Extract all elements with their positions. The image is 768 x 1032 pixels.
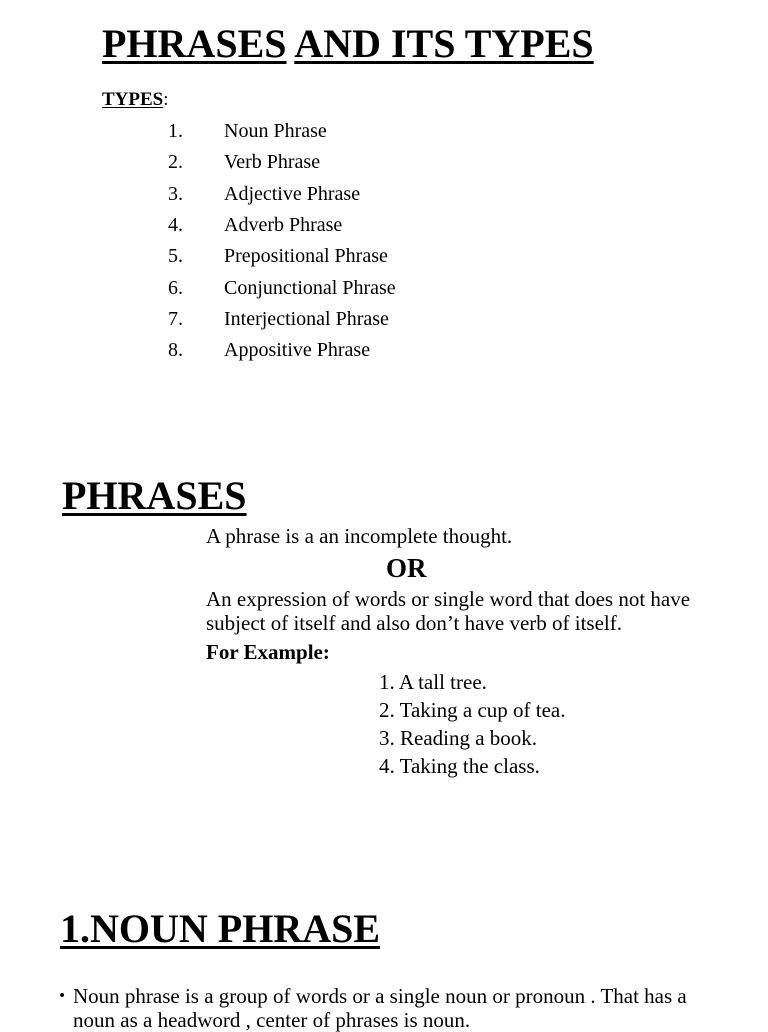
type-list-number: 3. <box>168 182 183 205</box>
page-title <box>102 20 594 68</box>
type-list-item <box>0 304 768 335</box>
example-list <box>379 668 566 780</box>
type-list-item <box>0 241 768 272</box>
type-list-number: 6. <box>168 276 183 299</box>
bullet-icon: • <box>58 988 67 1004</box>
type-list-label: Prepositional Phrase <box>224 245 388 268</box>
phrase-definition-2: An expression of words or single word that does not have subject of itself and also don’t have verb of itself. <box>206 587 691 635</box>
type-list-number: 8. <box>168 339 183 362</box>
type-list-number: 7. <box>168 307 183 330</box>
type-list-label: Adverb Phrase <box>224 213 343 236</box>
types-label <box>102 88 169 112</box>
type-list-item <box>0 147 768 178</box>
for-example-label: For Example: <box>206 640 330 664</box>
noun-phrase-definition-text: Noun phrase is a group of words or a single noun or pronoun . That has a noun as a headword , center of phrases is noun. <box>73 984 687 1032</box>
type-list-number: 1. <box>168 120 183 142</box>
or-separator: OR <box>386 553 427 583</box>
type-list-number: 4. <box>168 213 183 236</box>
page-title-part2: AND ITS TYPES <box>294 21 594 66</box>
type-list-label: Noun Phrase <box>224 120 327 142</box>
noun-phrase-heading: 1.NOUN PHRASE <box>60 906 381 951</box>
page-title-part1: PHRASES <box>102 21 287 66</box>
type-list-item <box>0 210 768 241</box>
type-list-item <box>0 273 768 304</box>
types-label-colon: : <box>163 89 169 110</box>
example-list-item: 4. Taking the class. <box>379 754 540 778</box>
type-list-label: Verb Phrase <box>224 151 321 174</box>
example-list-item: 1. A tall tree. <box>379 670 487 694</box>
type-list-item <box>0 116 768 147</box>
type-list-item <box>0 335 768 366</box>
example-list-item: 2. Taking a cup of tea. <box>379 698 566 722</box>
type-list-number: 2. <box>168 151 183 174</box>
type-list-number: 5. <box>168 245 183 268</box>
type-list-item <box>0 179 768 210</box>
example-list-item: 3. Reading a book. <box>379 726 538 750</box>
types-label-text: TYPES <box>102 89 164 110</box>
noun-phrase-definition <box>58 984 718 1032</box>
type-list-label: Interjectional Phrase <box>224 307 389 330</box>
type-list-label: Adjective Phrase <box>224 182 361 205</box>
type-list-label: Appositive Phrase <box>224 339 371 362</box>
phrases-heading: PHRASES <box>62 473 247 518</box>
phrase-definition-1: A phrase is a an incomplete thought. <box>206 524 513 548</box>
type-list-label: Conjunctional Phrase <box>224 276 396 299</box>
